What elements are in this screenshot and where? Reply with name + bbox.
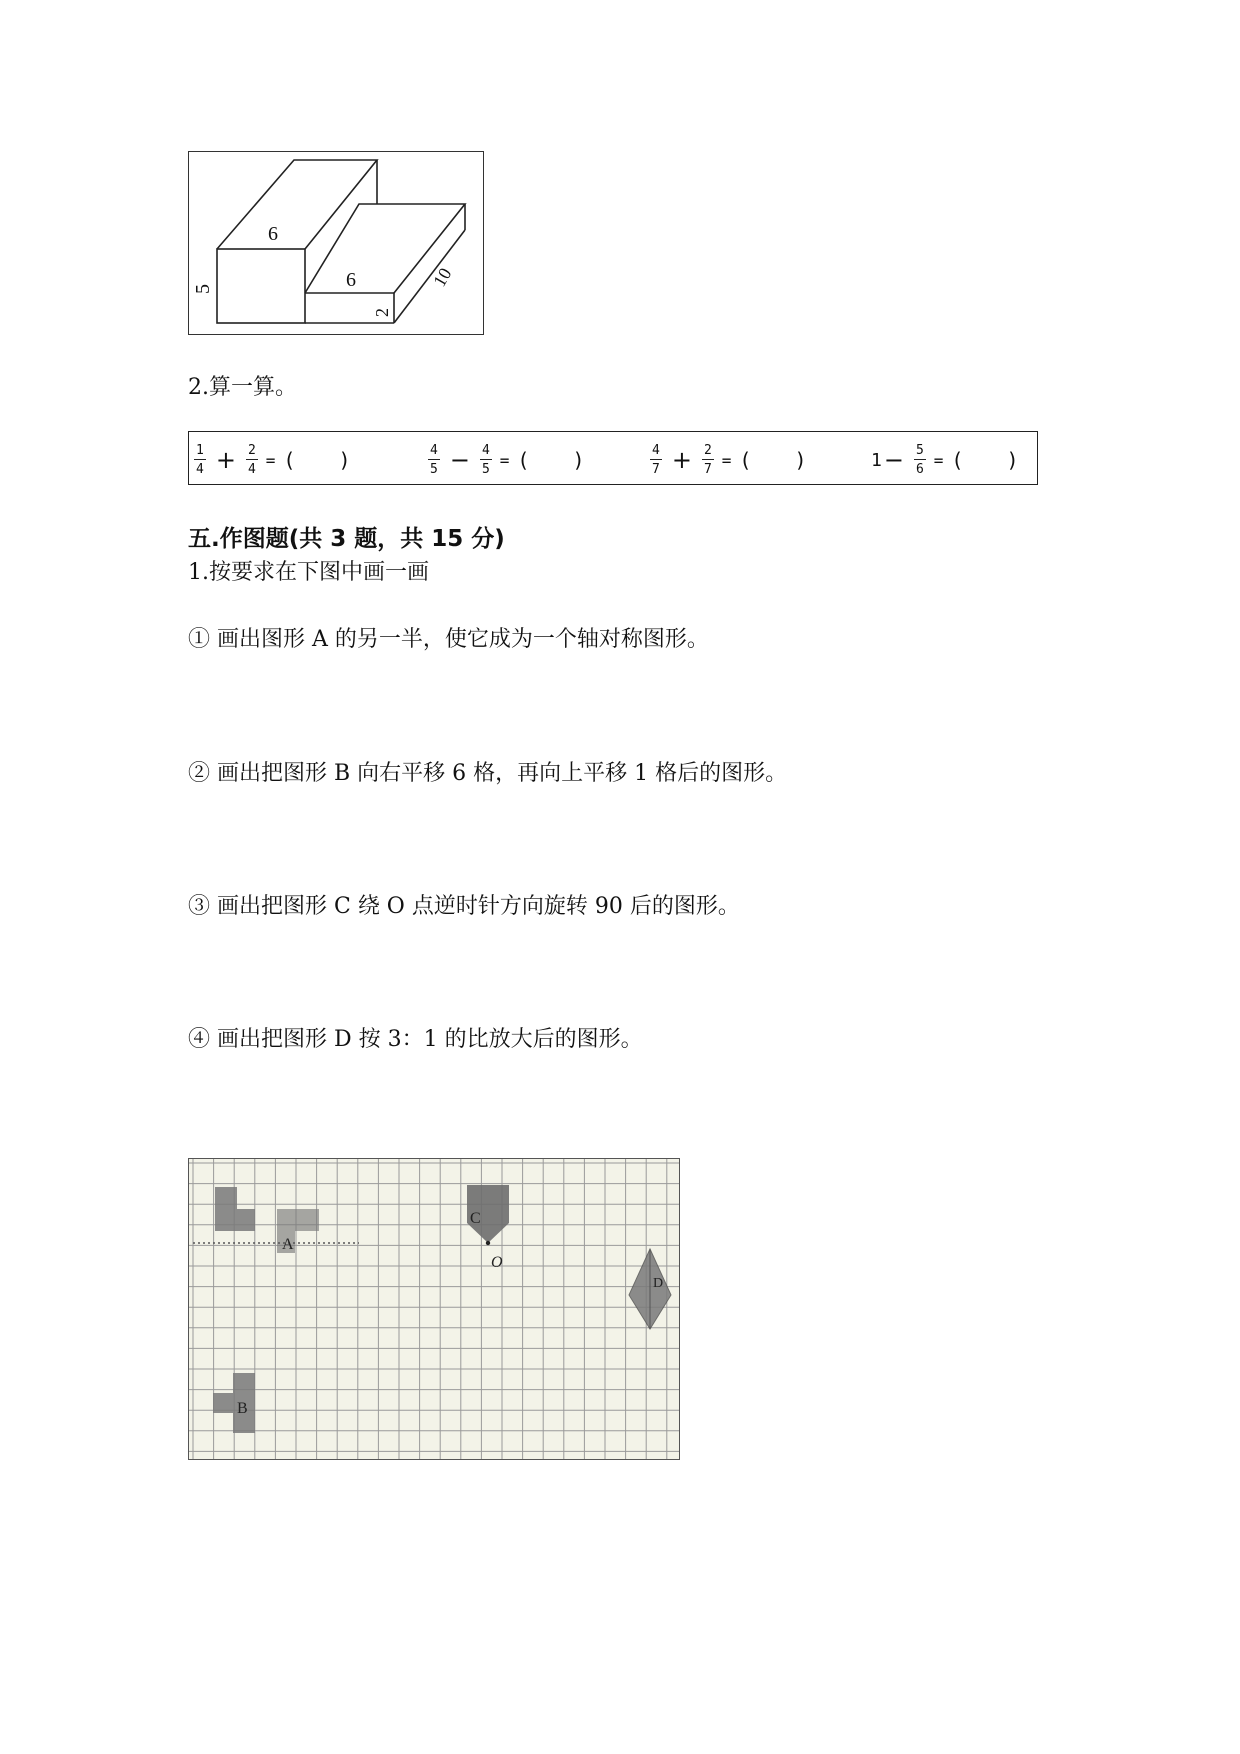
section5-heading: 五.作图题(共 3 题，共 15 分) <box>188 526 505 552</box>
label-height: 5 <box>192 284 214 294</box>
label-step-height: 2 <box>372 308 392 317</box>
denominator: 7 <box>703 462 712 477</box>
label-a: A <box>282 1236 294 1253</box>
answer-open-paren: ( <box>283 448 296 472</box>
numerator: 4 <box>652 443 660 458</box>
answer-close-paren: ) <box>794 448 807 472</box>
equals-sign: = <box>933 450 944 470</box>
equals-sign: = <box>265 450 276 470</box>
fraction <box>914 444 926 476</box>
denominator: 5 <box>481 462 490 477</box>
label-c: C <box>470 1210 481 1227</box>
calc-problems-box <box>188 431 1038 485</box>
label-top-length: 6 <box>268 223 278 245</box>
instruction-item-3: ③ 画出把图形 C 绕 O 点逆时针方向旋转 90 后的图形。 <box>188 894 740 919</box>
denominator: 6 <box>915 462 924 477</box>
numerator: 2 <box>703 443 712 458</box>
denominator: 4 <box>247 462 256 477</box>
calc-problem-3 <box>647 438 807 482</box>
calc-problem-1 <box>191 438 351 482</box>
question2-title: 2.算一算。 <box>188 375 297 400</box>
whole-number: 1 <box>871 449 882 471</box>
solid-figure-box <box>188 151 484 335</box>
numerator: 1 <box>196 443 204 458</box>
calc-problem-4 <box>871 438 1019 482</box>
numerator: 2 <box>247 443 256 458</box>
label-d: D <box>653 1276 664 1291</box>
label-depth: 10 <box>429 264 456 290</box>
answer-close-paren: ) <box>572 448 585 472</box>
denominator: 5 <box>430 462 438 477</box>
fraction <box>650 444 662 476</box>
operator: − <box>883 446 904 474</box>
q1-title: 1.按要求在下图中画一画 <box>188 560 429 585</box>
equals-sign: = <box>721 450 732 470</box>
step-solid-drawing <box>189 152 483 334</box>
fraction <box>246 444 258 476</box>
operator: + <box>215 446 236 474</box>
instruction-item-4: ④ 画出把图形 D 按 3：1 的比放大后的图形。 <box>188 1027 643 1052</box>
numerator: 4 <box>481 443 490 458</box>
fraction <box>428 444 440 476</box>
operator: − <box>449 446 470 474</box>
answer-open-paren: ( <box>517 448 530 472</box>
grid-drawing <box>189 1159 679 1459</box>
answer-open-paren: ( <box>739 448 752 472</box>
instruction-item-1: ① 画出图形 A 的另一半，使它成为一个轴对称图形。 <box>188 627 709 652</box>
fraction <box>480 444 492 476</box>
grid-figure <box>188 1158 680 1460</box>
shape-b <box>213 1373 255 1433</box>
fraction <box>194 444 206 476</box>
answer-close-paren: ) <box>338 448 351 472</box>
numerator: 5 <box>915 443 924 458</box>
grid-lines <box>189 1159 679 1459</box>
point-o <box>486 1241 490 1245</box>
label-step-length: 6 <box>346 269 356 291</box>
label-o: O <box>491 1254 503 1271</box>
label-b: B <box>237 1400 248 1417</box>
calc-problem-2 <box>425 438 585 482</box>
numerator: 4 <box>430 443 438 458</box>
answer-open-paren: ( <box>951 448 964 472</box>
operator: + <box>671 446 692 474</box>
answer-close-paren: ) <box>1006 448 1019 472</box>
instruction-item-2: ② 画出把图形 B 向右平移 6 格，再向上平移 1 格后的图形。 <box>188 761 788 786</box>
denominator: 4 <box>196 462 204 477</box>
denominator: 7 <box>652 462 660 477</box>
equals-sign: = <box>499 450 510 470</box>
fraction <box>702 444 714 476</box>
